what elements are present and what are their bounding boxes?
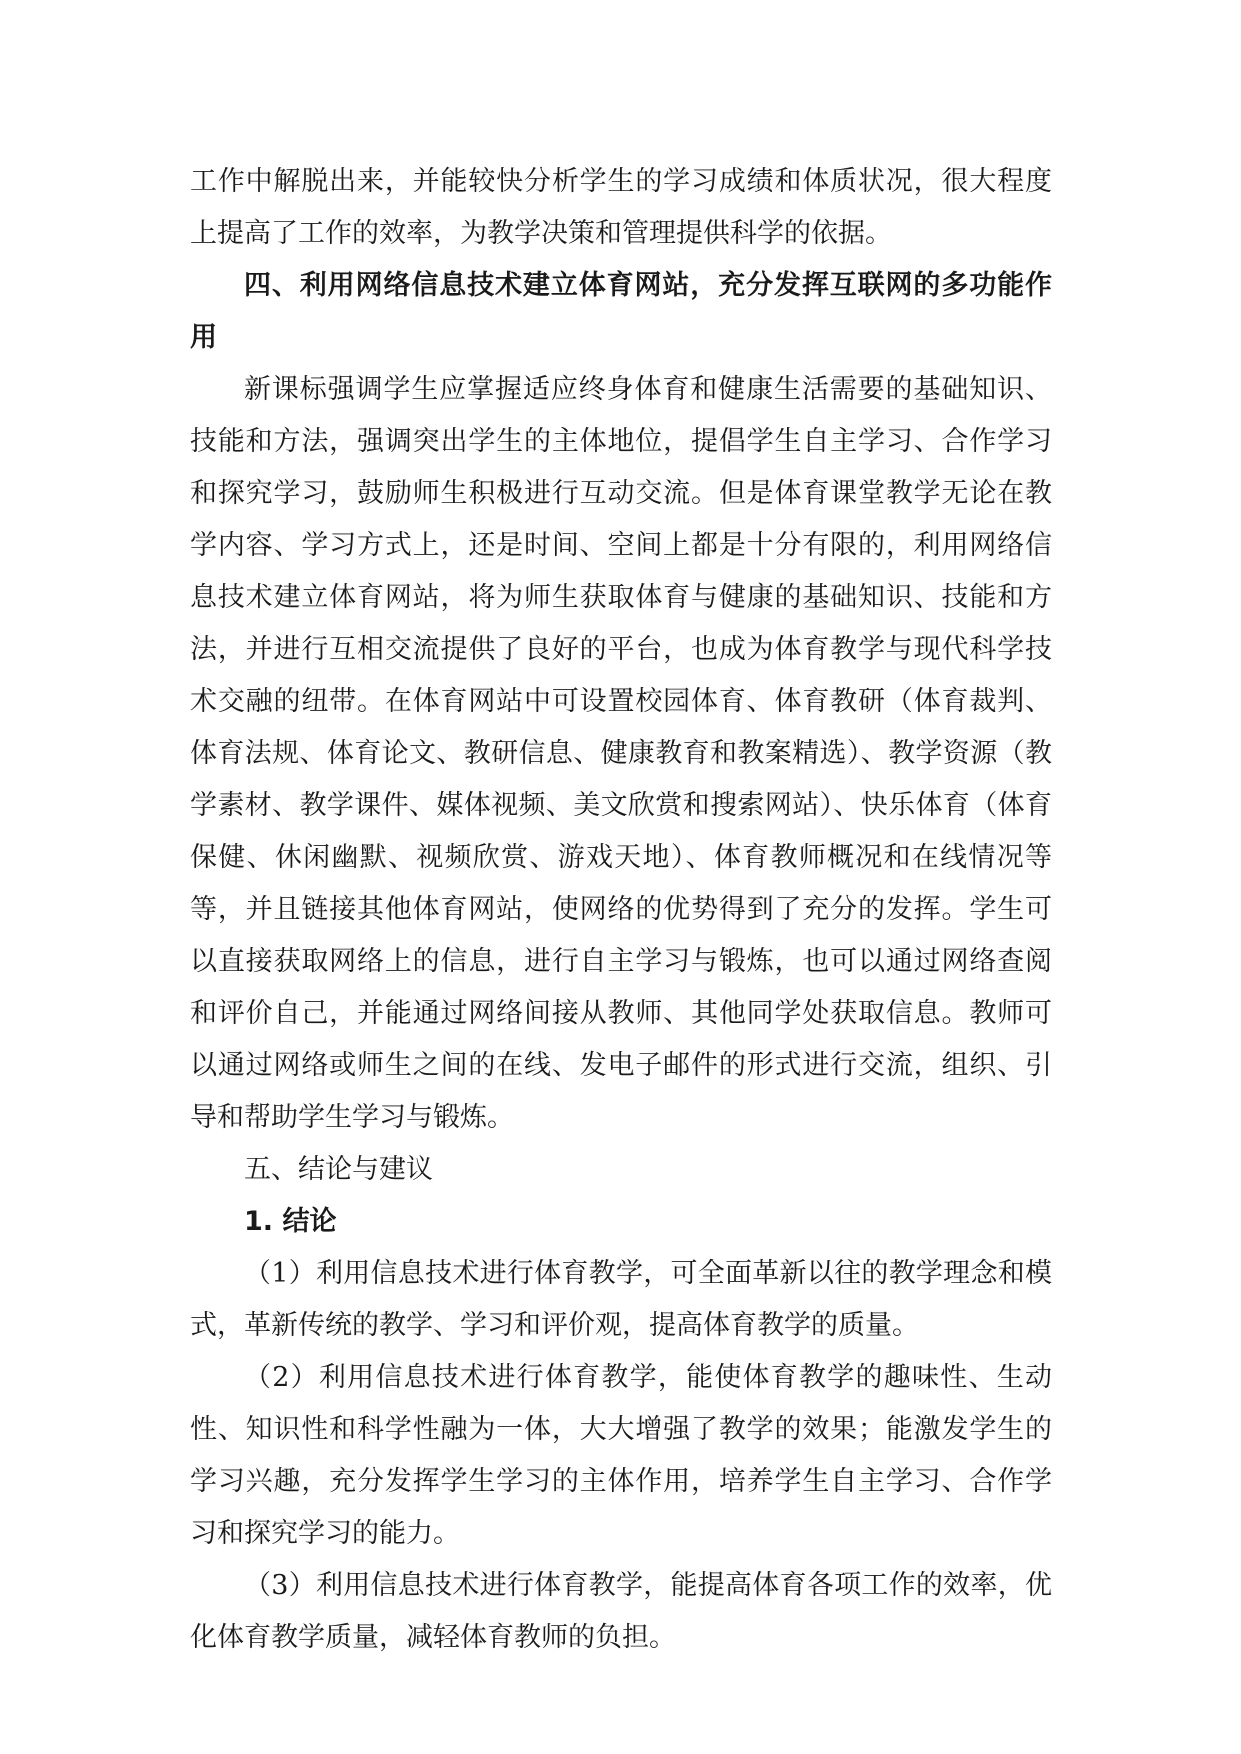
document-body bbox=[190, 156, 1052, 1664]
conclusion-item-2: （2）利用信息技术进行体育教学，能使体育教学的趣味性、生动性、知识性和科学性融为一体，大大增强了教学的效果；能激发学生的学习兴趣，充分发挥学生学习的主体作用，培养学生自主学习、合作学习和探究学习的能力。 bbox=[190, 1362, 1052, 1549]
conclusion-item-3: （3）利用信息技术进行体育教学，能提高体育各项工作的效率，优化体育教学质量，减轻体育教师的负担。 bbox=[190, 1570, 1052, 1653]
section-heading-5: 五、结论与建议 bbox=[244, 1154, 433, 1185]
subsection-heading-conclusion: 1. 结论 bbox=[244, 1206, 337, 1237]
paragraph-section-4: 新课标强调学生应掌握适应终身体育和健康生活需要的基础知识、技能和方法，强调突出学生的主体地位，提倡学生自主学习、合作学习和探究学习，鼓励师生积极进行互动交流。但是体育课堂教学无论在教学内容、学习方式上，还是时间、空间上都是十分有限的，利用网络信息技术建立体育网站，将为师生获取体育与健康的基础知识、技能和方法，并进行互相交流提供了良好的平台，也成为体育教学与现代科学技术交融的纽带。在体育网站中可设置校园体育、体育教研（体育裁判、体育法规、体育论文、教研信息、健康教育和教案精选）、教学资源（教学素材、教学课件、媒体视频、美文欣赏和搜索网站）、快乐体育（体育保健、休闲幽默、视频欣赏、游戏天地）、体育教师概况和在线情况等等，并且链接其他体育网站，使网络的优势得到了充分的发挥。学生可以直接获取网络上的信息，进行自主学习与锻炼，也可以通过网络查阅和评价自己，并能通过网络间接从教师、其他同学处获取信息。教师可以通过网络或师生之间的在线、发电子邮件的形式进行交流，组织、引导和帮助学生学习与锻炼。 bbox=[190, 374, 1052, 1133]
section-heading-4: 四、利用网络信息技术建立体育网站，充分发挥互联网的多功能作用 bbox=[190, 270, 1052, 353]
paragraph-continuation: 工作中解脱出来，并能较快分析学生的学习成绩和体质状况，很大程度上提高了工作的效率，为教学决策和管理提供科学的依据。 bbox=[190, 166, 1052, 249]
conclusion-item-1: （1）利用信息技术进行体育教学，可全面革新以往的教学理念和模式，革新传统的教学、学习和评价观，提高体育教学的质量。 bbox=[190, 1258, 1052, 1341]
